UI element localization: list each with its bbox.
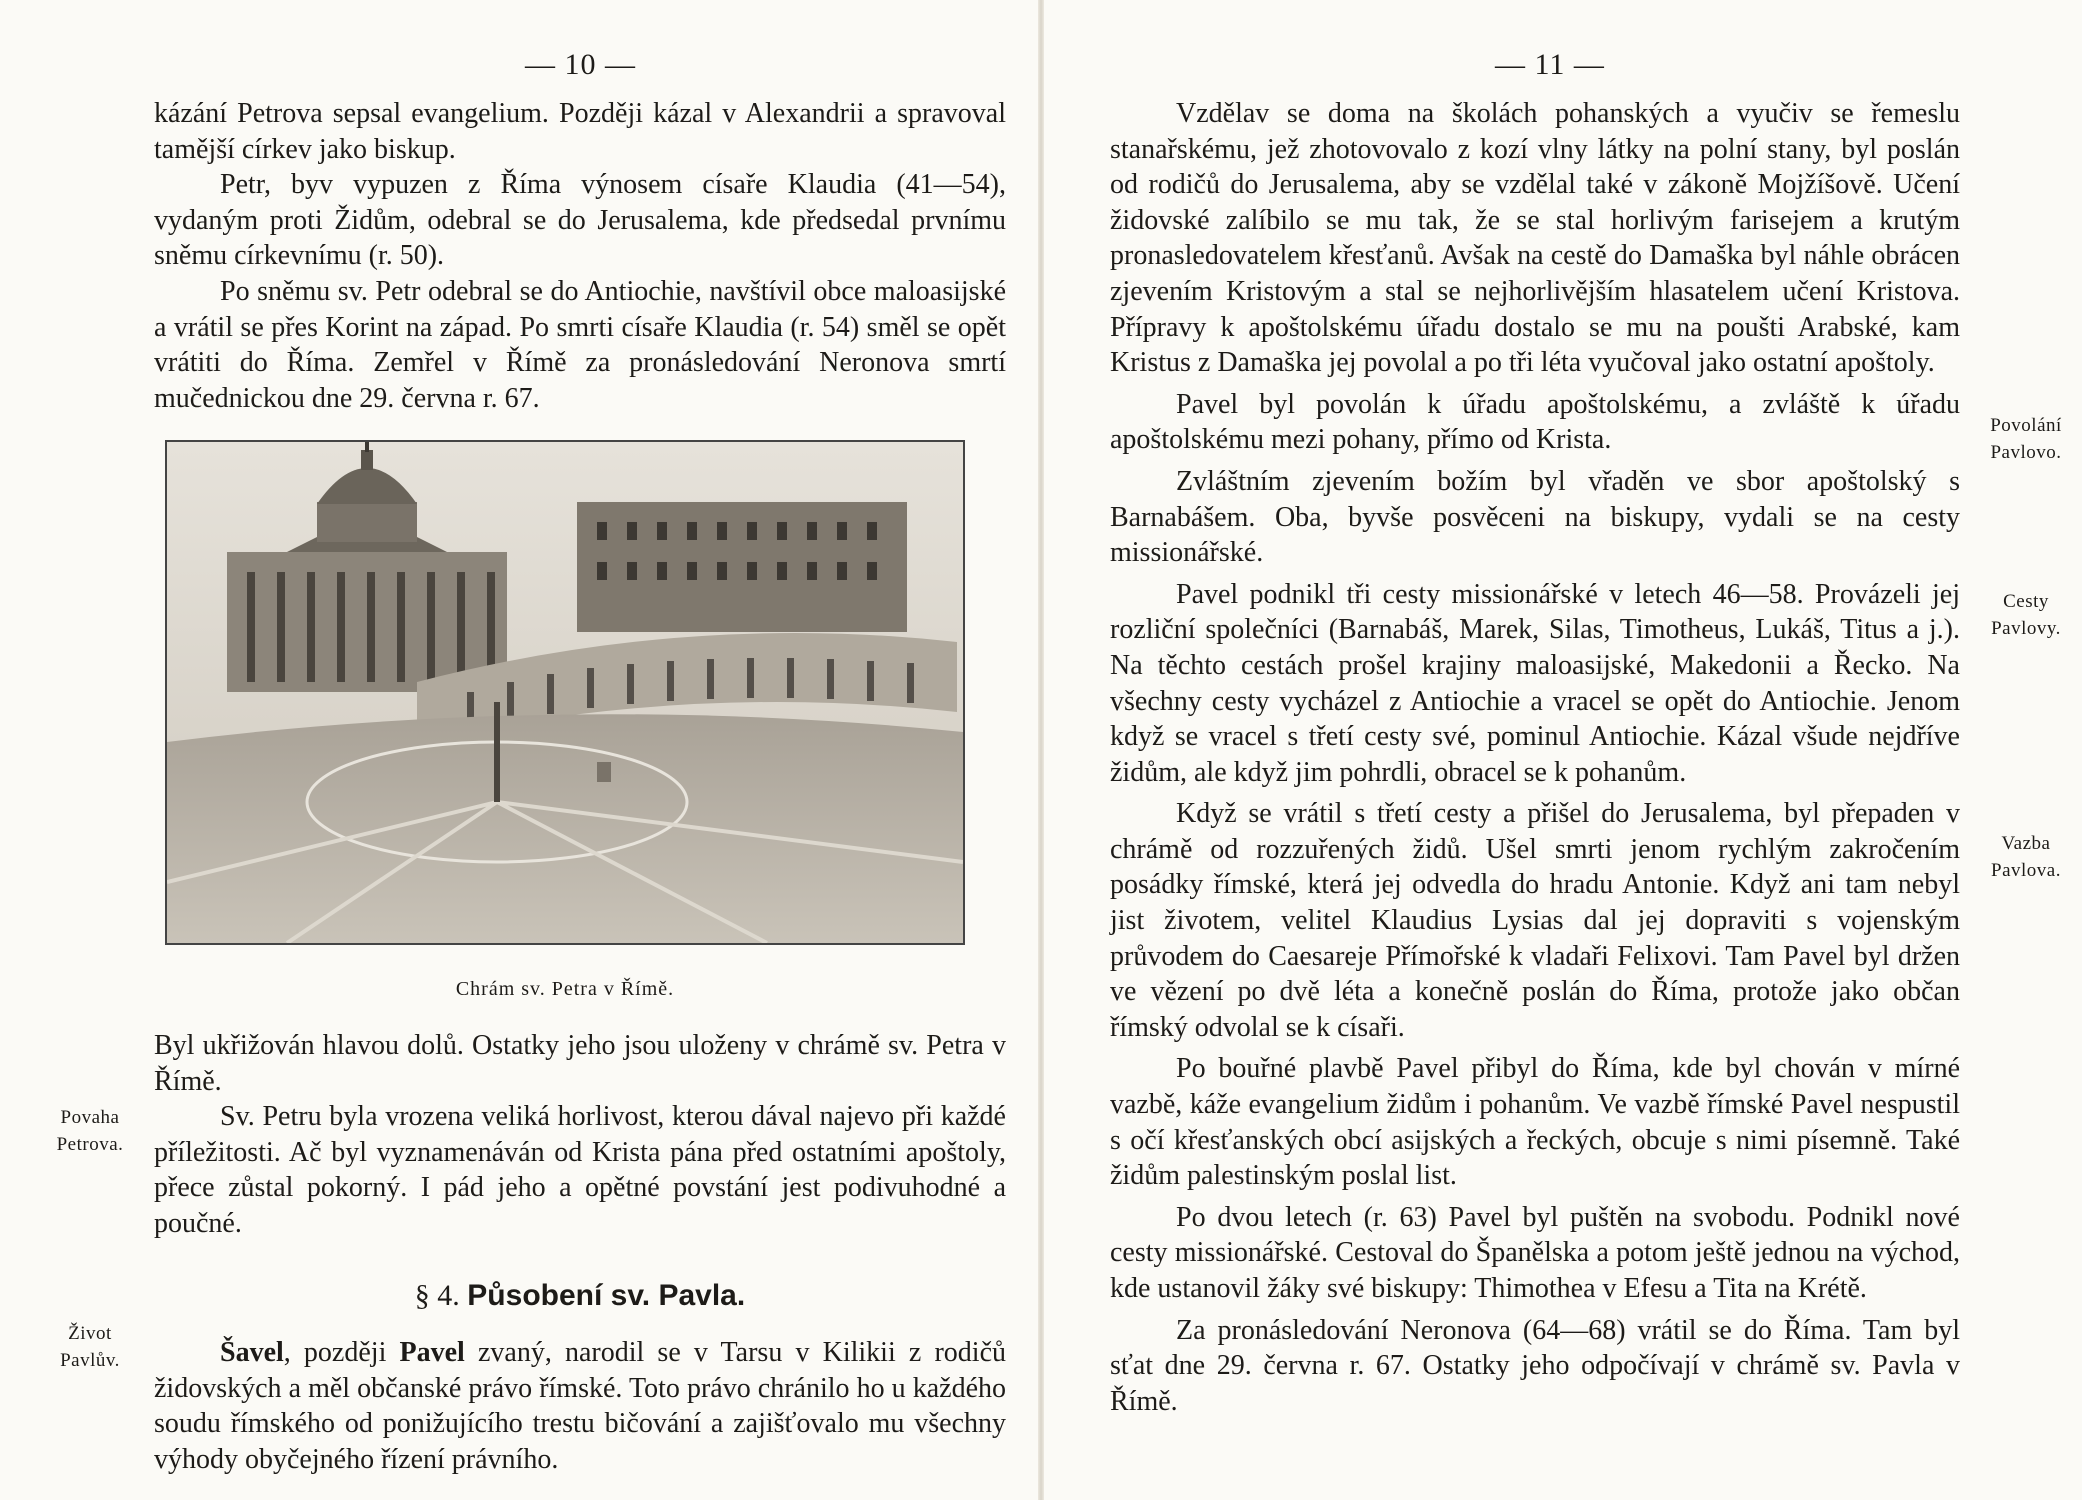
paragraph: Pavel byl povolán k úřadu apoštolskému, a zvláště k úřadu apoštolskému mezi pohany, přímo od Krista. — [1110, 388, 1960, 456]
paragraph: Vzdělav se doma na školách pohanských a vyučiv se řemeslu stanařskému, jež zhotovovalo z kozí vlny látky na polní stany, byl poslán od rodičů do Jerusalema, aby se vzdělal také v zákoně Mojžíšově. Učení židovské zalíbilo se mu tak, že se stal horlivým farisejem a krutým pronasledovatelem křesťanů. Avšak na cestě do Damaška byl náhle obrácen zjevením Kristovým a stal se nejhorlivějším hlasatelem učení Kristova. Přípravy k apoštolskému úřadu dostalo se mu na poušti Arabské, kam Kristus z Damaška jej povolal a po tři léta vyučoval jako ostatní apoštoly. — [1110, 98, 1960, 379]
paragraph: kázání Petrova sepsal evangelium. Později kázal v Alexandrii a spravoval tamější církev jako biskup. — [154, 98, 1006, 165]
paragraph-text: zvaný, narodil se v Tarsu v Kilikii z rodičů židovských a měl občanské právo římské. Toto právo chránilo ho u každého soudu římského od ponižujícího trestu bičování a zajišťovalo mu všechny výhody obyčejného řízení právního. — [154, 1337, 1006, 1475]
paragraph: Zvláštním zjevením božím byl vřaděn ve sbor apoštolský s Barnabášem. Oba, byvše posvěceni na biskupy, vydali se na cesty missionářské. — [1110, 465, 1960, 569]
saul-name: Šavel — [220, 1337, 284, 1369]
margin-note: Cesty Pavlovy. — [1991, 591, 2061, 639]
paragraph: Petr, byv vypuzen z Říma výnosem císaře Klaudia (41—54), vydaným proti Židům, odebral se do Jerusalema, kde předsedal prvnímu sněmu církevnímu (r. 50). — [154, 169, 1006, 272]
margin-note: Povolání Pavlovo. — [1990, 415, 2062, 463]
st-peters-basilica-illustration — [165, 440, 965, 945]
left-bottom-text — [154, 1028, 1006, 1478]
paragraph: Když se vrátil s třetí cesty a přišel do Jerusalema, byl přepaden v chrámě od rozzuřených židů. Ušel smrti jenom rychlým zakročením posádky římské, která jej odvedla do hradu Antonie. Když ani tam nebyl jist životem, velitel Klaudius Lysias dal jej dopraviti s vojenským průvodem do Caesareje Přímořské k vladaři Felixovi. Tam Pavel byl držen ve vězení po dvě léta a konečně poslán do Říma, protože jako občan římský odvolal se k císaři. — [1110, 798, 1960, 1043]
margin-note: Život Pavlův. — [60, 1323, 120, 1371]
paragraph: Po dvou letech (r. 63) Pavel byl puštěn na svobodu. Podnikl nové cesty missionářské. Cestoval do Španělska a potom ještě jednou na východ, kde ustanovil žáky své biskupy: Thimothea v Efesu a Tita na Krétě. — [1110, 1201, 1960, 1304]
paragraph: Po bouřné plavbě Pavel přibyl do Říma, kde byl chován v mírné vazbě, káže evangelium židům i pohanům. Ve vazbě římské Pavel nespustil s očí křesťanských obcí asijských a řeckých, obcuje s nimi písemně. Také židům palestinským poslal list. — [1110, 1053, 1960, 1192]
margin-note: Povaha Petrova. — [56, 1107, 124, 1155]
paragraph: Byl ukřižován hlavou dolů. Ostatky jeho jsou uloženy v chrámě sv. Petra v Římě. — [154, 1030, 1006, 1097]
page-number-right: — 11 — — [1495, 48, 1605, 81]
paragraph-text: , později — [283, 1337, 400, 1369]
paragraph: Po sněmu sv. Petr odebral se do Antiochie, navštívil obce maloasijské a vrátil se přes Korint na západ. Po smrti císaře Klaudia (r. 54) směl se opět vrátiti do Říma. Zemřel v Římě za pronásledování Neronova smrtí mučednickou dne 29. června r. 67. — [154, 275, 1006, 414]
section-heading — [154, 1278, 1006, 1314]
left-top-text — [154, 96, 1006, 416]
section-number: § 4. — [414, 1278, 460, 1312]
paragraph: Za pronásledování Neronova (64—68) vrátil se do Říma. Tam byl sťat dne 29. června r. 67. Ostatky jeho odpočívají v chrámě sv. Pavla v Římě. — [1110, 1314, 1960, 1417]
figure-caption: Chrám sv. Petra v Římě. — [455, 978, 675, 1000]
margin-note: Vazba Pavlova. — [1991, 833, 2061, 881]
right-page — [1040, 0, 2082, 1500]
page-number-left: — 10 — — [525, 48, 636, 81]
paragraph: Sv. Petru byla vrozena veliká horlivost, kterou dával najevo při každé příležitosti. Ač byl vyznamenáván od Krista pána před ostatními apoštoly, přece zůstal pokorný. I pád jeho a opětné povstání jest podivuhodné a poučné. — [154, 1101, 1006, 1239]
right-body-text — [1110, 96, 1960, 1419]
section-title: Působení sv. Pavla. — [467, 1278, 746, 1312]
paragraph — [154, 1335, 1006, 1477]
paul-name: Pavel — [399, 1337, 465, 1369]
paragraph: Pavel podnikl tři cesty missionářské v letech 46—58. Provázeli jej rozliční společníci (Barnabáš, Marek, Silas, Timotheus, Lukáš, Titus a j.). Na těchto cestách prošel krajiny maloasijské, Makedonii a Řecko. Na všechny cesty vycházel z Antiochie a vracel se opět do Antiochie. Jenom když se vracel s třetí cesty své, pominul Antiochie. Kázal všude nejdříve židům, ale když jim pohrdli, obracel se k pohanům. — [1110, 578, 1960, 788]
left-page — [0, 0, 1040, 1500]
